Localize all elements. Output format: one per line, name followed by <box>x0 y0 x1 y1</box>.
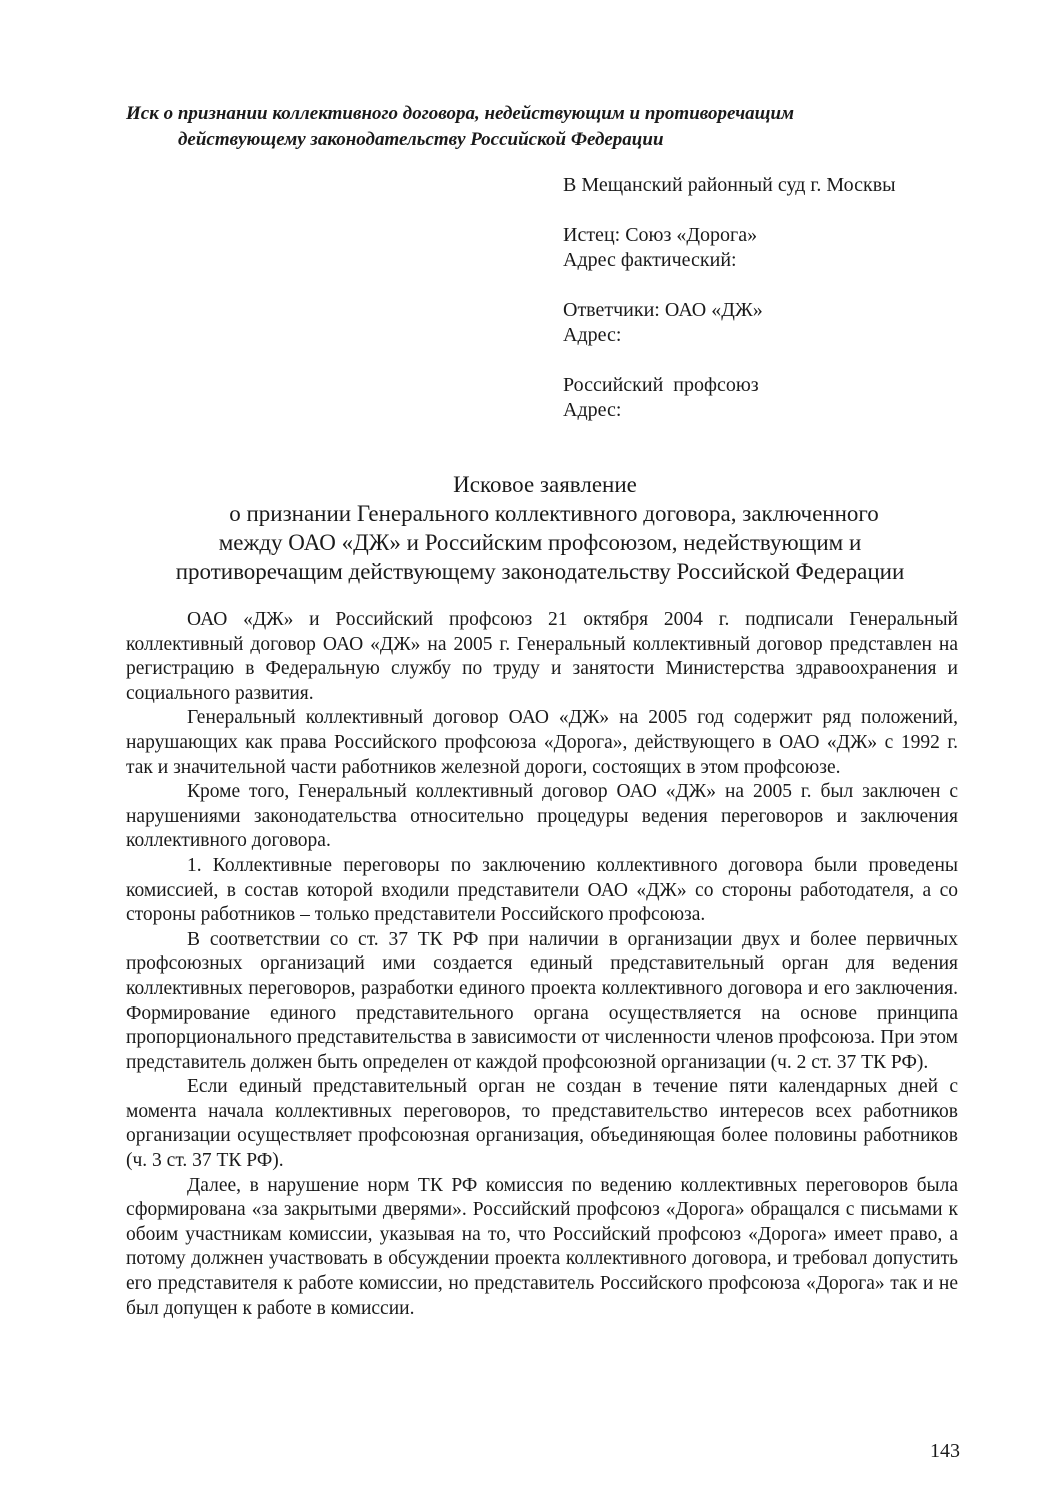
paragraph: В соответствии со ст. 37 ТК РФ при наличии в организации двух и более первичных профсоюзных организаций ими создается единый представительный орган для ведения коллективных переговоров, разработки единого проекта коллективного договора и его заключения. Формирование единого представительного органа осуществляется на основе принципа пропорционального представительства в зависимости от численности членов профсоюза. При этом представитель должен быть определен от каждой профсоюзной организации (ч. 2 ст. 37 ТК РФ). <box>126 928 958 1073</box>
defendant-name-2: Российский профсоюз <box>563 374 759 396</box>
defendant-block-2 <box>563 373 983 423</box>
defendant-block-1 <box>563 298 983 348</box>
heading-line-2: действующему законодательству Российской Федерации <box>178 129 664 150</box>
statement-title <box>120 470 960 586</box>
plaintiff-block <box>563 223 983 273</box>
title-line-2: о признании Генерального коллективного договора, заключенного <box>229 501 879 526</box>
title-line-3: между ОАО «ДЖ» и Российским профсоюзом, недействующим и <box>218 530 862 555</box>
plaintiff-name: Истец: Союз «Дорога» <box>563 224 758 246</box>
statement-body <box>126 608 958 1321</box>
paragraph: Генеральный коллективный договор ОАО «ДЖ» на 2005 год содержит ряд положений, нарушающих как права Российского профсоюза «Дорога», действующего в ОАО «ДЖ» с 1992 г. так и значительной части работников железной дороги, состоящих в этом профсоюзе. <box>126 707 958 778</box>
document-heading <box>126 101 926 153</box>
paragraph: 1. Коллективные переговоры по заключению коллективного договора были проведены комиссией, в состав которой входили представители ОАО «ДЖ» со стороны работодателя, а со стороны работников – только представители Российского профсоюза. <box>126 854 958 926</box>
addressee-block <box>563 173 983 423</box>
page-number: 143 <box>930 1440 960 1462</box>
defendant-address-1: Адрес: <box>563 324 622 346</box>
title-line-1: Исковое заявление <box>453 472 637 497</box>
paragraph: Далее, в нарушение норм ТК РФ комиссия по ведению коллективных переговоров была сформирована «за закрытыми дверями». Российский профсоюз «Дорога» обращался с письмами к обоим участникам комиссии, указывая на то, что Российский профсоюз «Дорога» имеет право, а потому должнен участвовать в обсуждении проекта коллективного договора, и требовал допустить его представителя к работе комиссии, но представитель Российского профсоюза «Дорога» так и не был допущен к работе в комиссии. <box>126 1174 958 1319</box>
defendant-name-1: Ответчики: ОАО «ДЖ» <box>563 299 763 321</box>
court-block <box>563 173 983 198</box>
title-line-4: противоречащим действующему законодательству Российской Федерации <box>175 559 905 584</box>
defendant-address-2: Адрес: <box>563 399 622 421</box>
court-name: В Мещанский районный суд г. Москвы <box>563 174 896 196</box>
paragraph: Если единый представительный орган не создан в течение пяти календарных дней с момента начала коллективных переговоров, то представительство интересов всех работников организации осуществляет профсоюзная организация, объединяющая более половины работников (ч. 3 ст. 37 ТК РФ). <box>126 1076 958 1172</box>
paragraph: ОАО «ДЖ» и Российский профсоюз 21 октября 2004 г. подписали Генеральный коллективный договор ОАО «ДЖ» на 2005 г. Генеральный коллективный договор представлен на регистрацию в Федеральную службу по труду и занятости Министерства здравоохранения и социального развития. <box>126 609 958 704</box>
heading-line-1: Иск о признании коллективного договора, недействующим и противоречащим <box>126 103 795 124</box>
paragraph: Кроме того, Генеральный коллективный договор ОАО «ДЖ» на 2005 г. был заключен с нарушениями законодательства относительно процедуры ведения переговоров и заключения коллективного договора. <box>126 781 958 852</box>
plaintiff-address: Адрес фактический: <box>563 249 737 271</box>
